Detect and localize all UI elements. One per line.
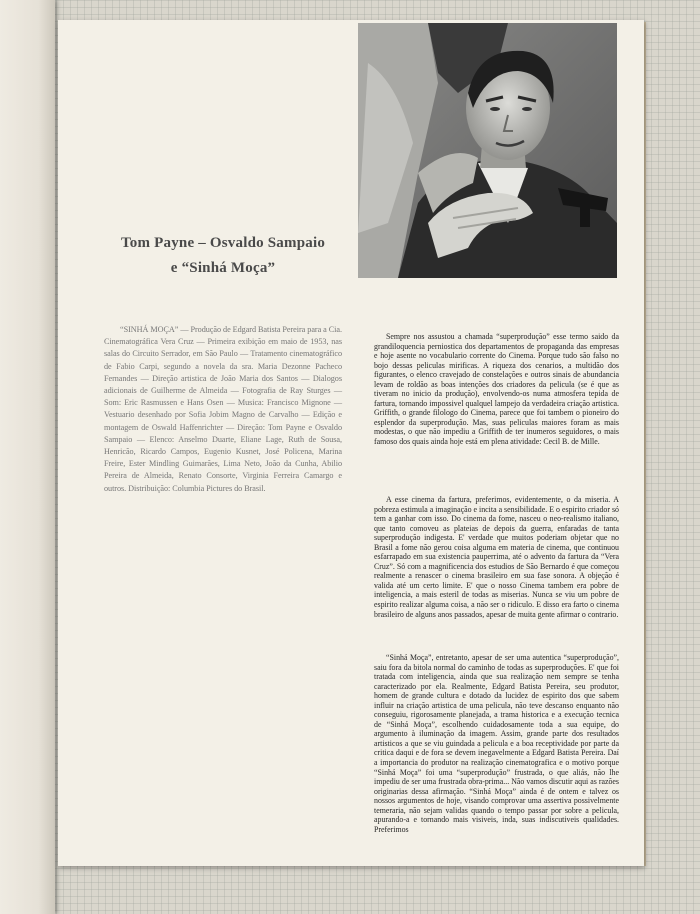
film-still-photo — [358, 23, 617, 278]
magazine-page — [58, 20, 644, 866]
article-title-line2: e “Sinhá Moça” — [170, 260, 276, 276]
article-paragraph-2: A esse cinema da fartura, preferimos, evidentemente, o da miseria. A pobreza estimula a imaginação e incita a sensibilidade. E o espirito criador só tem a ganhar com isso. Do cinema da fome, nasceu o neo-realismo italiano, que tanto comoveu as plateias de depois da guerra, enfaradas de tanta superprodução indigesta. E' verdade que muitos poderiam objetar que no Brasil a fome não gerou coisa alguma em materia de cinema, que continuou esfarrapado em sua existencia pauperrima, até o advento da fartura da “Vera Cruz”. Só com a magnificencia dos estudios de São Bernardo é que começou realmente a renascer o cinema brasileiro em sua fase sonora. A objeção é valida até um certo limite. E' que o nosso Cinema tambem era pobre de inteligencia, a mais esteril de todas as miserias. Nunca se viu um pobre de espirito realizar alguma coisa, a não ser o ridiculo. E disso era farto o cinema brasileiro de alguns anos passados, apesar de muita gente afirmar o contrario. — [374, 495, 619, 619]
article-title-line1: Tom Payne – Osvaldo Sampaio — [120, 235, 326, 251]
article-paragraph-1: Sempre nos assustou a chamada “superprodução” esse termo saido da grandiloquencia perniostica dos departamentos de propaganda das empresas e hoje asente no vocabulario corrente do Cinema. Porque tudo são falso no bojo dessas peliculas mirificas. A riqueza dos cenarios, a multidão dos figurantes, o elenco cravejado de constelações e outros sinais de abundancia levam de roldão as boas intenções dos criadores da pelicula (se é que as tiveram no inicio da produção), envolvendo-os numa atmosfera tepida de fartura, tornando impossivel qualquel lampejo da verdadeira criação artistica. Griffith, o grande filologo do Cinema, parece que foi tambem o pioneiro do esplendor da superprodução. Mas, suas peliculas maiores foram as mais modestas, o que não impediu a Griffith de ter inumeros seguidores, o mais famoso dos quais ainda hoje está em plena atividade: Cecil B. de Mille. — [374, 332, 619, 447]
article-paragraph-3: “Sinhá Moça”, entretanto, apesar de ser uma autentica “superprodução”, saiu fora da bitola normal do caminho de todas as superproduções. E' que foi tratada com inteligencia, ainda que sua realização nem sempre se tenha caracterizado por ela. Realmente, Edgard Batista Pereira, seu produtor, homem de grande cultura e dotado da lucidez de espirito dos que sabem influir na criação artistica de uma pelicula, não teve descanso enquanto não conseguiu, rigorosamente planejada, a trama historica e a execução tecnica de “Sinhá Moça”, escolhendo cuidadosamente toda a sua equipe, do argumento à iluminação da imagem. Assim, grande parte dos resultados artisticos a que se viu guindada a pelicula e a boa receptividade por parte da critica daqui e de fora se devem inegavelmente a Edgard Batista Pereira. Daí a importancia do produtor na realização cinematografica e o motivo porque “Sinhá Moça” foi uma “superprodução” frustrada, o que aliás, não lhe impediu de ser uma frustrada obra-prima... Não vamos discutir aqui as razões originarias dessa afirmação. “Sinhá Moça” ainda é de ontem e talvez os nossos argumentos de hoje, visando comprovar uma assertiva possivelmente temeraria, não sejam validas quando o tempo passar por sobre a pelicula, apurando-a e tornando mais visiveis, inda, suas indiscutiveis qualidades. Preferimos — [374, 653, 619, 834]
film-still-illustration — [358, 23, 617, 278]
facing-page-edge — [0, 0, 55, 914]
film-credits-text: “SINHÁ MOÇA” — Produção de Edgard Batista Pereira para a Cia. Cinematográfica Vera Cruz — Primeira exibição em maio de 1953, nas salas do Circuito Serrador, em São Paulo — Tratamento cinematográfico de Fabio Carpi, segundo a novela da sra. Maria Dezonne Pacheco Fernandes — Direção artistica de João Maria dos Santos — Dialogos adicionais de Guilherme de Almeida — Fotografia de Ray Sturges — Som: Eric Rasmussen e Hans Osen — Musica: Francisco Mignone — Vestuario desenhado por Sofia Jobim Magno de Carvalho — Edição e montagem de Oswald Haffenrichter — Direção: Tom Payne e Osvaldo Sampaio — Elenco: Anselmo Duarte, Eliane Lage, Ruth de Sousa, Henricão, Ricardo Campos, Eugenio Kusnet, José Policena, Marina Freire, Ester Mindling Guimarães, Lima Neto, João da Cunha, Abilio Pereira de Almeida, Renato Consorte, Virginia Ferreira Camargo e outros. Distribuição: Columbia Pictures do Brasil. — [104, 325, 342, 493]
